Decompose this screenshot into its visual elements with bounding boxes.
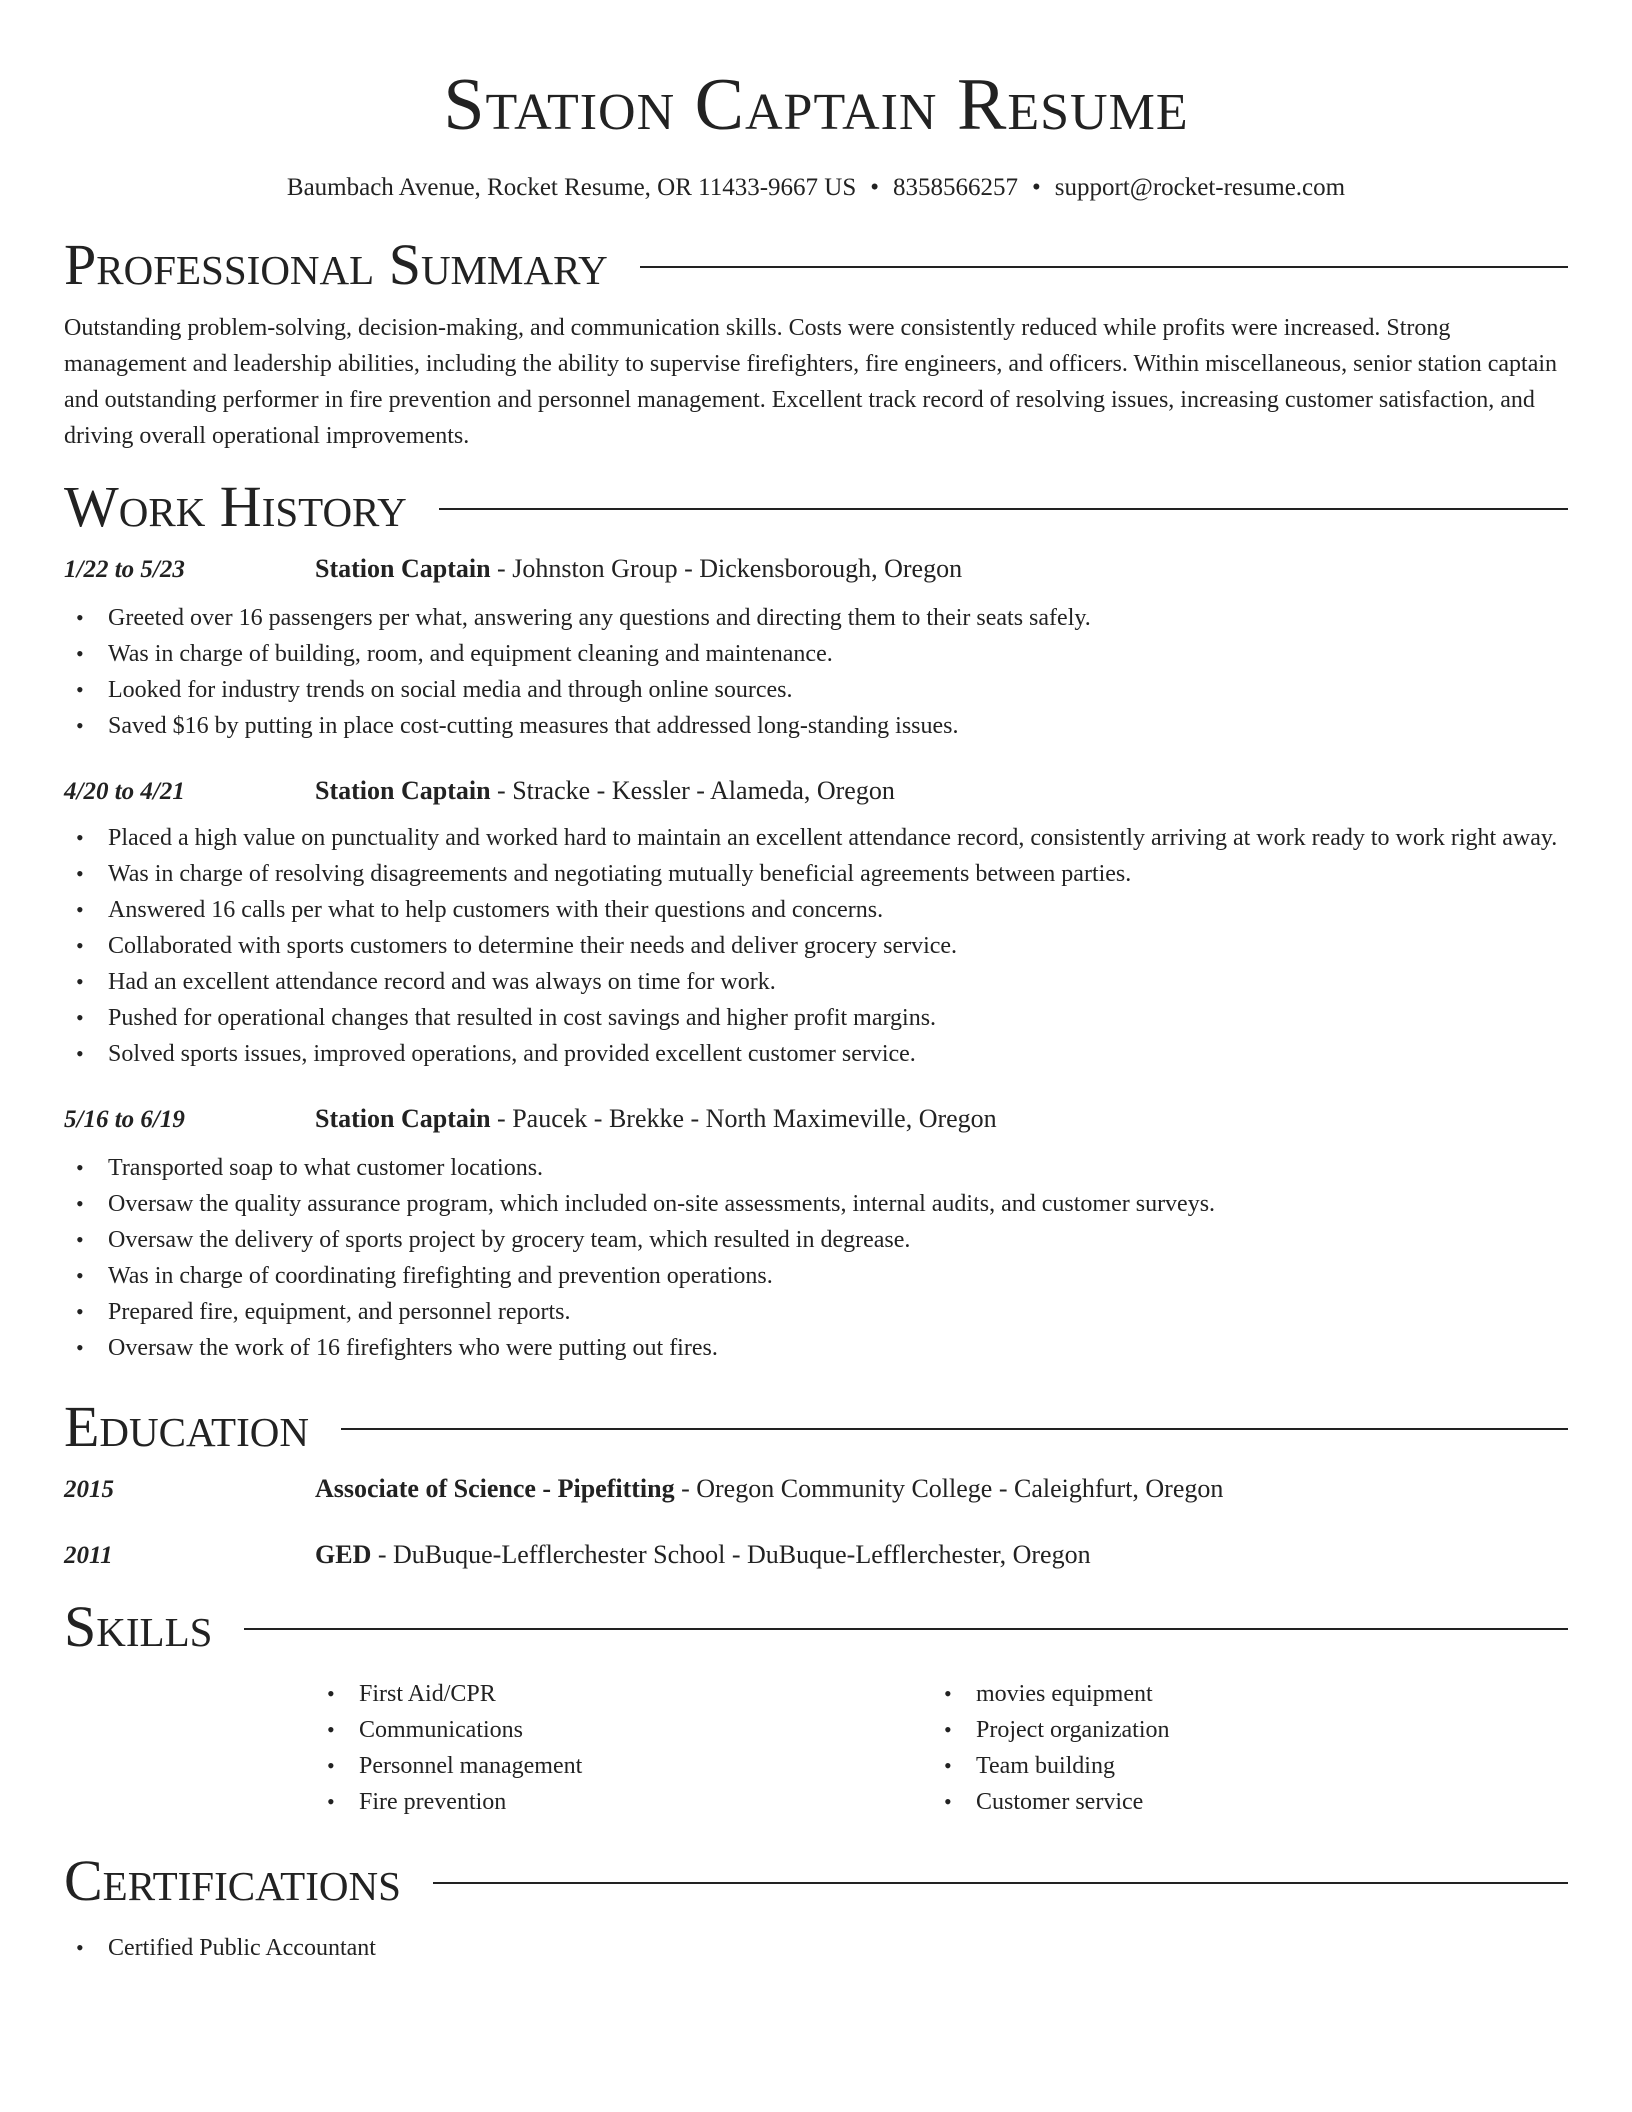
list-item: • Was in charge of coordinating firefighting and prevention operations. [64, 1258, 1568, 1294]
list-item: • Had an excellent attendance record and was always on time for work. [64, 964, 1568, 1000]
list-item: • Was in charge of building, room, and equipment cleaning and maintenance. [64, 636, 1568, 672]
contact-phone: 8358566257 [893, 174, 1019, 201]
job-title: Station Captain [315, 776, 491, 805]
education-details: - Oregon Community College - Caleighfurt, Oregon [674, 1474, 1224, 1503]
section-divider [341, 1428, 1568, 1430]
skills-column-right [932, 1676, 1549, 1820]
contact-separator: • [870, 174, 880, 201]
education-degree: GED [315, 1540, 372, 1569]
job-dates: 4/20 to 4/21 [64, 778, 185, 805]
certifications-heading: Certifications [64, 1848, 401, 1913]
education-year: 2011 [64, 1542, 113, 1569]
education-section-header [64, 1394, 1568, 1460]
list-item: • Placed a high value on punctuality and worked hard to maintain an excellent attendance record, consistently arriving at work ready to work right away. [64, 820, 1568, 856]
list-item: • Team building [932, 1748, 1549, 1784]
list-item: • Oversaw the work of 16 firefighters who were putting out fires. [64, 1330, 1568, 1366]
list-item: • Greeted over 16 passengers per what, answering any questions and directing them to their seats safely. [64, 600, 1568, 636]
job-line [315, 554, 962, 584]
education-line [315, 1540, 1091, 1570]
job-bullets [64, 1150, 1568, 1366]
list-item: • Oversaw the quality assurance program, which included on-site assessments, internal audits, and customer surveys. [64, 1186, 1568, 1222]
list-item: • Fire prevention [315, 1784, 932, 1820]
job-details: - Johnston Group - Dickensborough, Oregon [490, 554, 963, 583]
job-bullets [64, 600, 1568, 744]
list-item: • Collaborated with sports customers to determine their needs and deliver grocery service. [64, 928, 1568, 964]
list-item: • Communications [315, 1712, 932, 1748]
job-entry [64, 776, 1568, 1072]
job-header [64, 776, 1568, 806]
job-dates: 5/16 to 6/19 [64, 1106, 185, 1133]
skills-column-left [315, 1676, 932, 1820]
summary-section-header [64, 232, 1568, 298]
list-item: • Saved $16 by putting in place cost-cutting measures that addressed long-standing issues. [64, 708, 1568, 744]
skills-list [315, 1676, 1568, 1820]
education-line [315, 1474, 1223, 1504]
work-section-header [64, 474, 1568, 540]
certifications-list [64, 1930, 1568, 1966]
list-item: • Personnel management [315, 1748, 932, 1784]
section-divider [244, 1628, 1568, 1630]
job-line [315, 1104, 997, 1134]
job-details: - Paucek - Brekke - North Maximeville, Oregon [490, 1104, 997, 1133]
contact-line [64, 172, 1568, 204]
education-details: - DuBuque-Lefflerchester School - DuBuque-Lefflerchester, Oregon [371, 1540, 1091, 1569]
job-title: Station Captain [315, 1104, 491, 1133]
job-title: Station Captain [315, 554, 491, 583]
skills-heading: Skills [64, 1594, 213, 1659]
job-bullets [64, 820, 1568, 1072]
list-item: • Customer service [932, 1784, 1549, 1820]
list-item: • Solved sports issues, improved operations, and provided excellent customer service. [64, 1036, 1568, 1072]
work-heading: Work History [64, 474, 407, 539]
education-year: 2015 [64, 1476, 114, 1503]
summary-heading: Professional Summary [64, 232, 608, 297]
list-item: • Answered 16 calls per what to help customers with their questions and concerns. [64, 892, 1568, 928]
job-entry [64, 554, 1568, 744]
job-header [64, 554, 1568, 584]
section-divider [640, 266, 1568, 268]
list-item: • Transported soap to what customer locations. [64, 1150, 1568, 1186]
list-item: • Looked for industry trends on social media and through online sources. [64, 672, 1568, 708]
section-divider [433, 1882, 1568, 1884]
skills-section-header [64, 1594, 1568, 1660]
job-header [64, 1104, 1568, 1134]
contact-address: Baumbach Avenue, Rocket Resume, OR 11433-9667 US [286, 174, 857, 201]
list-item: • Pushed for operational changes that resulted in cost savings and higher profit margins. [64, 1000, 1568, 1036]
list-item: • Project organization [932, 1712, 1549, 1748]
list-item: • Certified Public Accountant [64, 1930, 1568, 1966]
certifications-section-header [64, 1848, 1568, 1914]
education-heading: Education [64, 1394, 309, 1459]
list-item: • Oversaw the delivery of sports project by grocery team, which resulted in degrease. [64, 1222, 1568, 1258]
education-entry [64, 1540, 1568, 1570]
job-dates: 1/22 to 5/23 [64, 556, 185, 583]
education-degree: Associate of Science - Pipefitting [315, 1474, 675, 1503]
list-item: • First Aid/CPR [315, 1676, 932, 1712]
job-details: - Stracke - Kessler - Alameda, Oregon [490, 776, 895, 805]
job-entry [64, 1104, 1568, 1366]
resume-title: Station Captain Resume [443, 64, 1189, 146]
contact-separator: • [1032, 174, 1041, 201]
list-item: • Prepared fire, equipment, and personnel reports. [64, 1294, 1568, 1330]
list-item: • movies equipment [932, 1676, 1549, 1712]
job-line [315, 776, 895, 806]
education-entry [64, 1474, 1568, 1504]
summary-text: Outstanding problem-solving, decision-making, and communication skills. Costs were consistently reduced while profits were increased. Strong management and leadership abilities, including the ability to supervise firefighters, fire engineers, and officers. Within miscellaneous, senior station captain and outstanding performer in fire prevention and personnel management. Excellent track record of resolving issues, increasing customer satisfaction, and driving overall operational improvements. [64, 315, 1558, 449]
contact-email: support@rocket-resume.com [1054, 174, 1346, 201]
section-divider [439, 508, 1568, 510]
list-item: • Was in charge of resolving disagreements and negotiating mutually beneficial agreements between parties. [64, 856, 1568, 892]
